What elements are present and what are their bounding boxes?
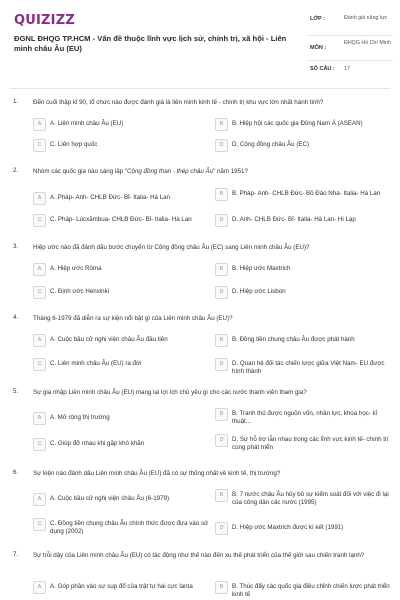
worksheet-title: ĐGNL ĐHQG TP.HCM - Vấn đề thuộc lĩnh vực lịch sử, chính trị, xã hội - Liên minh châu Âu (EU) [14, 34, 287, 53]
meta-row-class [307, 11, 393, 36]
meta-label: LỚP : [310, 16, 325, 22]
question-number: 5. [13, 388, 19, 395]
option-letter-box: A [33, 581, 46, 594]
option-text: A. Pháp- Anh- CHLB Đức- Bỉ- Italia- Hà Lan [50, 194, 171, 201]
option-letter-box: D [215, 139, 228, 152]
option-text: A. Liên minh châu Âu (EU) [50, 120, 124, 127]
option-text: C. Định ước Henxinki [50, 288, 110, 295]
option-text: D. Sự hỗ trợ lẫn nhau trong các lĩnh vực kinh tế- chính trị cùng phát triển [232, 436, 389, 451]
option-letter-box: B [215, 489, 228, 502]
option-text: D. Hiệp ước Lisbon [232, 288, 286, 295]
question-text: Sự kiện nào đánh dấu Liên minh châu Âu (EU) đã có sự thống nhất về kinh tế, thị trường? [33, 470, 281, 477]
option-letter-box: A [33, 263, 46, 276]
option-text: B. 7 nước châu Âu hủy bỏ sự kiểm soát đối với việc đi lại của công dân các nước (1995) [232, 491, 389, 506]
header-divider [10, 88, 390, 89]
question-text: Hiệp ước nào đã đánh dấu bước chuyển từ Cộng đồng châu Âu (EC) sang Liên minh châu Âu (EU)? [33, 244, 310, 251]
question-number: 1. [13, 98, 19, 105]
option-text: C. Pháp- Lúcxămbua- CHLB Đức- Bỉ- Italia- Hà Lan [50, 216, 192, 223]
option-text: D. Anh- CHLB Đức- Bỉ- Italia- Hà Lan- Hi Lạp [232, 216, 356, 223]
option-text: C. Giúp đỡ nhau khi gặp khó khăn [50, 440, 145, 447]
question-text: Đến cuối thập kỉ 90, tổ chức nào được đánh giá là liên minh kinh tế - chính trị khu vực lớn nhất hành tinh? [33, 99, 324, 106]
question-number: 7. [13, 551, 19, 558]
option-text: B. Hiệp ước Maxtrich [232, 265, 291, 272]
option-letter-box: D [215, 522, 228, 535]
option-letter-box: C [33, 438, 46, 451]
option-letter-box: B [215, 334, 228, 347]
question-number: 3. [13, 243, 19, 250]
question-number: 4. [13, 314, 19, 321]
option-letter-box: C [33, 286, 46, 299]
option-text: B. Thúc đẩy các quốc gia điều chỉnh chiến lược phát triển kinh tế [232, 583, 390, 598]
option-text: A. Hiệp ước Rôma [50, 265, 102, 272]
quizizz-logo: QUIZIZZ [14, 13, 75, 28]
question-text-italic: Cộng đồng than - thép châu Âu [127, 168, 214, 175]
meta-label: MÔN : [310, 45, 327, 51]
option-letter-box: C [33, 214, 46, 227]
question-text-after: " năm 1951? [213, 168, 248, 175]
option-text: C. Đồng tiền chung châu Âu chính thức được đưa vào sử dụng (2002) [50, 520, 209, 535]
option-text: A. Cuộc bầu cử nghị viện châu Âu đầu tiên [50, 336, 168, 343]
option-text: B. Pháp- Anh- CHLB Đức- Bồ Đào Nha- Italia- Hà Lan [232, 190, 381, 197]
meta-value: Đánh giá năng lực [344, 15, 388, 21]
worksheet-meta [307, 11, 393, 75]
option-letter-box: D [215, 358, 228, 371]
question-text [33, 167, 383, 176]
option-text: B. Đồng tiền chung châu Âu được phát hành [232, 336, 355, 343]
option-letter-box: C [33, 518, 46, 531]
meta-value: ĐHQG Hồ Chí Minh [344, 40, 391, 46]
meta-row-count [307, 61, 393, 75]
meta-label: SỐ CÂU : [310, 66, 335, 72]
option-letter-box: A [33, 192, 46, 205]
option-letter-box: B [215, 581, 228, 594]
option-letter-box: D [215, 214, 228, 227]
question-number: 2. [13, 167, 19, 174]
option-letter-box: A [33, 334, 46, 347]
option-text: A. Mở rộng thị trường [50, 414, 110, 421]
option-letter-box: C [33, 139, 46, 152]
option-letter-box: C [33, 358, 46, 371]
option-letter-box: D [215, 286, 228, 299]
option-text: A. Góp phần vào sự sụp đổ của trật tự hai cực lanta [50, 583, 193, 590]
worksheet-header [0, 0, 400, 84]
meta-row-subject [307, 36, 393, 61]
option-text: C. Liên hợp quốc [50, 141, 98, 148]
option-letter-box: B [215, 188, 228, 201]
option-text: D. Hiệp ước Maxtrich được kí kết (1991) [232, 524, 344, 531]
option-letter-box: B [215, 408, 228, 421]
question-text: Sự trỗi dậy của Liên minh châu Âu (EU) có tác động như thế nào đến xu thế phát triển của thế giới sau chiến tranh lạnh? [33, 552, 365, 559]
option-letter-box: B [215, 263, 228, 276]
meta-value: 17 [344, 66, 350, 72]
option-text: D. Quan hệ đối tác chiến lược giữa Việt Nam- EU được hình thành [232, 360, 385, 375]
option-text: C. Liên minh châu Âu (EU) ra đời [50, 360, 142, 367]
option-text: A. Cuộc bầu cử nghị viện châu Âu (6-1979) [50, 495, 170, 502]
option-text: D. Cộng đồng châu Âu (EC) [232, 141, 310, 148]
option-text: B. Hiệp hội các quốc gia Đông Nam Á (ASEAN) [232, 120, 363, 127]
option-letter-box: D [215, 434, 228, 447]
option-letter-box: A [33, 412, 46, 425]
question-text-before: Nhóm các quốc gia nào sáng lập " [33, 168, 128, 175]
option-letter-box: A [33, 493, 46, 506]
option-letter-box: B [215, 118, 228, 131]
question-number: 6. [13, 469, 19, 476]
option-text: B. Tranh thủ được nguồn vốn, nhân lực, khoa học- kĩ thuật... [232, 410, 378, 425]
option-letter-box: A [33, 118, 46, 131]
question-text: Tháng 6-1979 đã diễn ra sự kiện nổi bật gì của Liên minh châu Âu (EU)? [33, 315, 233, 322]
question-text: Sự gia nhập Liên minh châu Âu (EU) mang lại lợi ích chủ yếu gì cho các nước thành viên tham gia? [33, 389, 307, 396]
